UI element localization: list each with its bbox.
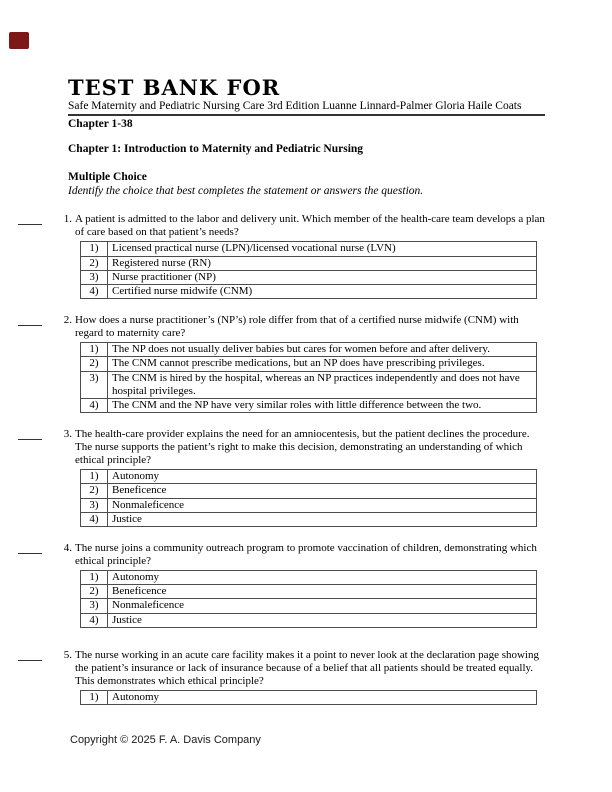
answer-blank bbox=[18, 428, 42, 440]
question-number: 4. bbox=[63, 541, 72, 554]
option-text: Nurse practitioner (NP) bbox=[108, 270, 537, 284]
option-number: 1) bbox=[81, 690, 108, 704]
options-table bbox=[80, 690, 537, 705]
option-number: 2) bbox=[81, 256, 108, 270]
answer-blank bbox=[18, 542, 42, 554]
option-row bbox=[81, 570, 537, 584]
option-text: Nonmaleficence bbox=[108, 498, 537, 512]
option-number: 1) bbox=[81, 242, 108, 256]
option-text: Certified nurse midwife (CNM) bbox=[108, 284, 537, 298]
question-block-1 bbox=[18, 213, 545, 299]
option-row bbox=[81, 242, 537, 256]
option-row bbox=[81, 690, 537, 704]
question-text: The nurse working in an acute care facility makes it a point to never look at the declaration page showing the patient’s insurance or lack of insurance because of a belief that all patients should be treated equally. This demonstrates which ethical principle? bbox=[75, 648, 539, 687]
option-row bbox=[81, 585, 537, 599]
option-row bbox=[81, 512, 537, 526]
option-row bbox=[81, 470, 537, 484]
option-row bbox=[81, 484, 537, 498]
option-number: 3) bbox=[81, 270, 108, 284]
answer-blank bbox=[18, 213, 42, 225]
option-row bbox=[81, 343, 537, 357]
answer-blank bbox=[18, 314, 42, 326]
options-table bbox=[80, 342, 537, 413]
option-number: 1) bbox=[81, 343, 108, 357]
option-row bbox=[81, 498, 537, 512]
option-text: Justice bbox=[108, 613, 537, 627]
option-row bbox=[81, 398, 537, 412]
question-body bbox=[75, 213, 545, 299]
book-title: Safe Maternity and Pediatric Nursing Care 3rd Edition Luanne Linnard-Palmer Gloria Haile Coats bbox=[68, 100, 522, 112]
question-number: 1. bbox=[63, 213, 72, 226]
option-text: The NP does not usually deliver babies but cares for women before and after delivery. bbox=[108, 343, 537, 357]
question-block-2 bbox=[18, 314, 545, 413]
option-row bbox=[81, 613, 537, 627]
chapter-range: Chapter 1-38 bbox=[68, 118, 133, 131]
option-text: The CNM cannot prescribe medications, but an NP does have prescribing privileges. bbox=[108, 357, 537, 371]
option-text: Autonomy bbox=[108, 470, 537, 484]
question-body bbox=[75, 314, 545, 413]
question-text: How does a nurse practitioner’s (NP’s) role differ from that of a certified nurse midwife (CNM) with regard to maternity care? bbox=[75, 314, 519, 340]
instruction-text: Identify the choice that best completes the statement or answers the question. bbox=[68, 185, 424, 198]
option-number: 4) bbox=[81, 284, 108, 298]
option-row bbox=[81, 256, 537, 270]
option-text: Autonomy bbox=[108, 690, 537, 704]
question-text: The health-care provider explains the need for an amniocentesis, but the patient declines the procedure. The nurse supports the patient’s right to make this decision, demonstrating an understanding of which ethical principle? bbox=[75, 428, 530, 467]
option-text: Registered nurse (RN) bbox=[108, 256, 537, 270]
option-row bbox=[81, 284, 537, 298]
options-table bbox=[80, 570, 537, 628]
option-text: Autonomy bbox=[108, 570, 537, 584]
question-number: 2. bbox=[63, 314, 72, 327]
question-body bbox=[75, 428, 545, 527]
option-row bbox=[81, 599, 537, 613]
question-body bbox=[75, 542, 545, 628]
option-row bbox=[81, 357, 537, 371]
option-number: 2) bbox=[81, 585, 108, 599]
option-number: 2) bbox=[81, 484, 108, 498]
option-number: 4) bbox=[81, 398, 108, 412]
option-number: 3) bbox=[81, 599, 108, 613]
option-row bbox=[81, 371, 537, 398]
question-block-5 bbox=[18, 649, 545, 705]
page-title: TEST BANK FOR bbox=[68, 75, 281, 100]
option-number: 4) bbox=[81, 512, 108, 526]
option-text: Beneficence bbox=[108, 585, 537, 599]
option-number: 2) bbox=[81, 357, 108, 371]
option-number: 1) bbox=[81, 570, 108, 584]
question-text: The nurse joins a community outreach program to promote vaccination of children, demonstrating which ethical principle? bbox=[75, 541, 537, 567]
page-footer: Copyright © 2025 F. A. Davis Company bbox=[70, 734, 261, 746]
question-block-4 bbox=[18, 542, 545, 628]
answer-blank bbox=[18, 649, 42, 661]
options-table bbox=[80, 241, 537, 299]
option-number: 3) bbox=[81, 371, 108, 398]
chapter-heading: Chapter 1: Introduction to Maternity and Pediatric Nursing bbox=[68, 143, 364, 156]
header-divider bbox=[68, 114, 545, 116]
option-text: Justice bbox=[108, 512, 537, 526]
option-number: 3) bbox=[81, 498, 108, 512]
question-block-3 bbox=[18, 428, 545, 527]
option-text: Licensed practical nurse (LPN)/licensed vocational nurse (LVN) bbox=[108, 242, 537, 256]
option-text: Nonmaleficence bbox=[108, 599, 537, 613]
red-stamp bbox=[9, 32, 29, 49]
question-number: 5. bbox=[63, 648, 72, 661]
option-number: 1) bbox=[81, 470, 108, 484]
question-number: 3. bbox=[63, 428, 72, 441]
options-table bbox=[80, 469, 537, 527]
section-heading: Multiple Choice bbox=[68, 171, 147, 184]
option-text: The CNM is hired by the hospital, whereas an NP practices independently and does not have hospital privileges. bbox=[108, 371, 537, 398]
option-number: 4) bbox=[81, 613, 108, 627]
option-row bbox=[81, 270, 537, 284]
question-text: A patient is admitted to the labor and delivery unit. Which member of the health-care team develops a plan of care based on that patient’s needs? bbox=[75, 213, 545, 239]
question-body bbox=[75, 649, 545, 705]
option-text: Beneficence bbox=[108, 484, 537, 498]
option-text: The CNM and the NP have very similar roles with little difference between the two. bbox=[108, 398, 537, 412]
